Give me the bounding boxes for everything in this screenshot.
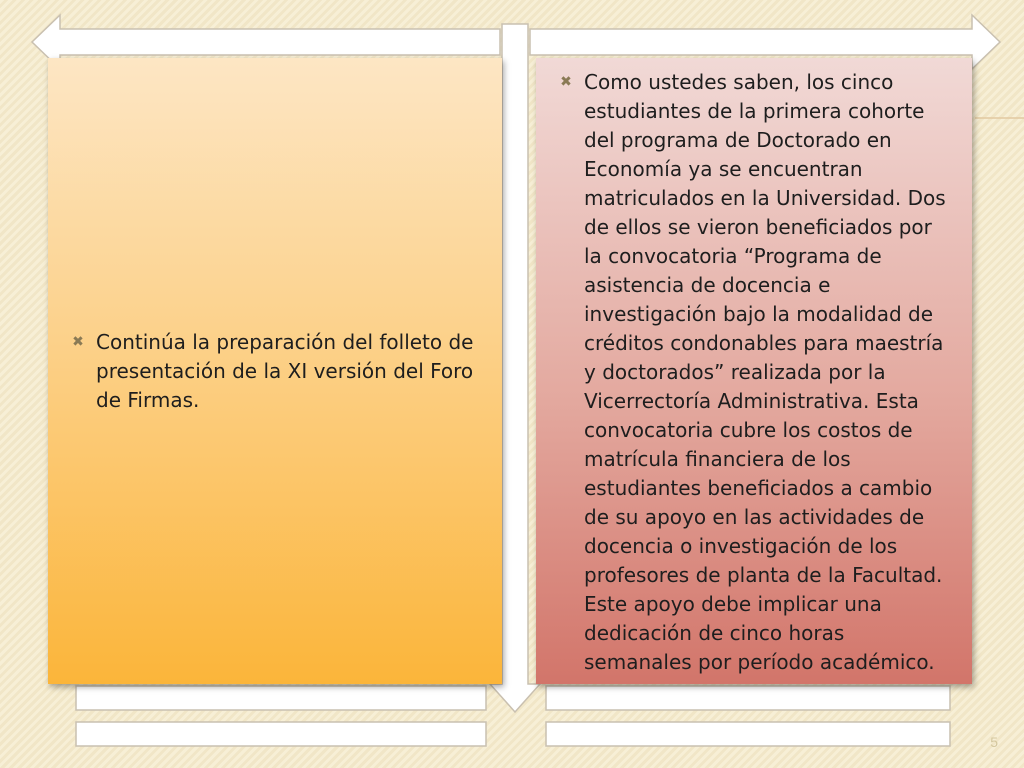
left-bullet-text: Continúa la preparación del folleto de presentación de la XI versión del Foro de Firmas. bbox=[96, 329, 474, 412]
bottom-bar-left-2 bbox=[76, 722, 486, 746]
x-mark-icon: ✖ bbox=[72, 333, 84, 350]
bottom-bar-left-1 bbox=[76, 686, 486, 710]
right-bullet-item bbox=[548, 68, 954, 677]
right-bullet-text: Como ustedes saben, los cinco estudiantes de la primera cohorte del programa de Doctorado en Economía ya se encuentran matriculados en la Universidad. Dos de ellos se vieron beneficiados por la convocatoria “Programa de asistencia de docencia e investigación bajo la modalidad de créditos condonables para maestría y doctorados” realizada por la Vicerrectoría Administrativa. Esta convocatoria cubre los costos de matrícula financiera de los estudiantes beneficiados a cambio de su apoyo en las actividades de docencia o investigación de los profesores de planta de la Facultad. Este apoyo debe implicar una dedicación de cinco horas semanales por período académico. bbox=[584, 70, 946, 674]
x-mark-icon: ✖ bbox=[560, 74, 572, 90]
bottom-bar-right-1 bbox=[546, 686, 950, 710]
left-bullet-item bbox=[60, 328, 482, 415]
bottom-bar-right-2 bbox=[546, 722, 950, 746]
page-number: 5 bbox=[990, 734, 998, 750]
right-content-panel bbox=[536, 58, 972, 684]
left-content-panel bbox=[48, 58, 502, 684]
